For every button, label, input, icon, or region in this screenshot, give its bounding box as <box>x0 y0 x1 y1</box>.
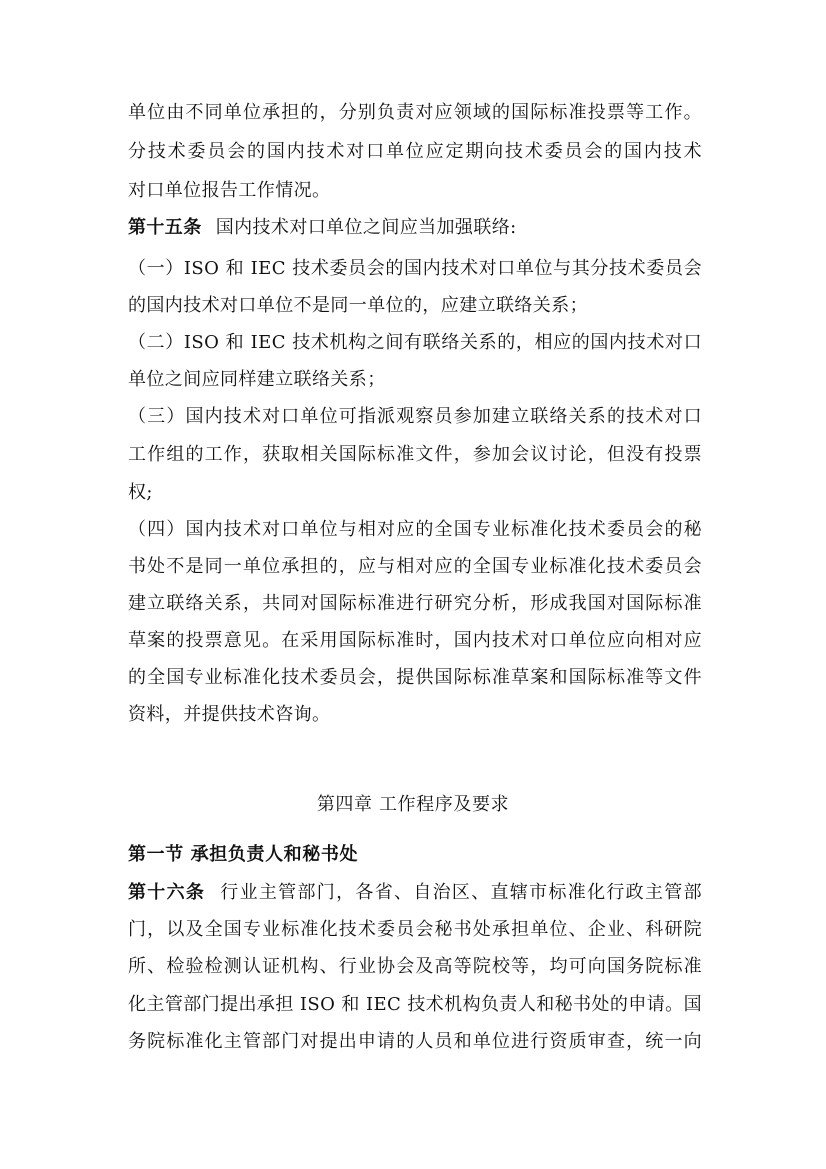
list-item-line: 资料，并提供技术咨询。 <box>128 704 331 725</box>
article-16 <box>128 881 702 905</box>
article-label: 第十五条 <box>128 217 202 238</box>
list-item-line: 的国内技术对口单位不是同一单位的，应建立联络关系； <box>128 295 588 316</box>
paragraph-line: 门，以及全国专业标准化技术委员会秘书处承担单位、企业、科研院 <box>128 919 702 940</box>
list-item-line: （三）国内技术对口单位可指派观察员参加建立联络关系的技术对口 <box>128 406 702 427</box>
article-text: 行业主管部门，各省、自治区、直辖市标准化行政主管部 <box>220 882 702 903</box>
article-label: 第十六条 <box>128 882 206 903</box>
section-heading: 第一节 承担负责人和秘书处 <box>128 844 359 865</box>
paragraph-line: 所、检验检测认证机构、行业协会及高等院校等，均可向国务院标准 <box>128 956 702 977</box>
list-item-line: （一）ISO 和 IEC 技术委员会的国内技术对口单位与其分技术委员会 <box>128 258 702 279</box>
paragraph-line: 对口单位报告工作情况。 <box>128 180 331 201</box>
article-15 <box>128 216 702 240</box>
list-item-line: 建立联络关系，共同对国际标准进行研究分析，形成我国对国际标准 <box>128 593 702 614</box>
article-text: 国内技术对口单位之间应当加强联络: <box>215 217 517 238</box>
paragraph-line: 单位由不同单位承担的，分别负责对应领域的国际标准投票等工作。 <box>128 102 702 123</box>
list-item-line: 的全国专业标准化技术委员会，提供国际标准草案和国际标准等文件 <box>128 667 702 688</box>
paragraph-line: 分技术委员会的国内技术对口单位应定期向技术委员会的国内技术 <box>128 141 702 162</box>
list-item-line: 书处不是同一单位承担的，应与相对应的全国专业标准化技术委员会 <box>128 556 702 577</box>
paragraph-line: 化主管部门提出承担 ISO 和 IEC 技术机构负责人和秘书处的申请。国 <box>128 994 702 1015</box>
list-item-line: （四）国内技术对口单位与相对应的全国专业标准化技术委员会的秘 <box>128 519 702 540</box>
list-item-line: 工作组的工作，获取相关国际标准文件，参加会议讨论，但没有投票 <box>128 444 702 465</box>
paragraph-line: 务院标准化主管部门对提出申请的人员和单位进行资质审查，统一向 <box>128 1031 702 1052</box>
list-item-line: 草案的投票意见。在采用国际标准时，国内技术对口单位应向相对应 <box>128 630 702 651</box>
list-item-line: （二）ISO 和 IEC 技术机构之间有联络关系的，相应的国内技术对口 <box>128 332 702 353</box>
list-item-line: 单位之间应同样建立联络关系； <box>128 369 386 390</box>
list-item-line: 权; <box>128 482 153 503</box>
chapter-heading: 第四章 工作程序及要求 <box>316 794 510 815</box>
